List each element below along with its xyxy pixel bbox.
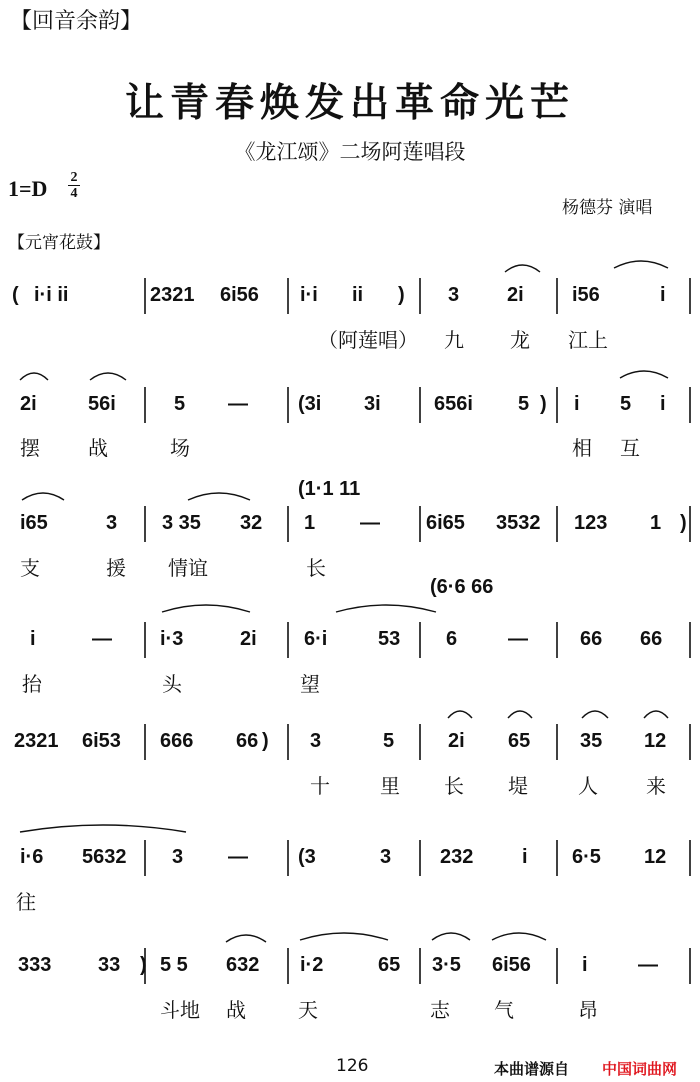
lyric-text: 战 <box>88 436 108 460</box>
note-group: 3 <box>448 284 460 306</box>
note-group: ) <box>540 393 547 415</box>
note-group: ( <box>12 284 19 306</box>
note-group: 123 <box>574 512 608 534</box>
note-group: i·3 <box>160 628 184 650</box>
song-subtitle: 《龙江颂》二场阿莲唱段 <box>234 140 466 164</box>
lyric-text: 气 <box>494 998 514 1022</box>
note-group: — <box>638 954 658 976</box>
note-group: 1 <box>304 512 316 534</box>
slur <box>22 493 64 500</box>
note-group: ) <box>398 284 405 306</box>
note-group: 5 <box>518 393 530 415</box>
lyric-text: 来 <box>646 774 666 798</box>
lyric-text: 头 <box>162 672 182 696</box>
slur <box>226 935 266 942</box>
note-group: 33 <box>98 954 121 976</box>
lyric-text: 九 <box>444 328 464 352</box>
note-group: 3 <box>380 846 392 868</box>
lyric-text: 情谊 <box>168 556 208 580</box>
note-group: i <box>660 393 666 415</box>
note-group: 56i <box>88 393 116 415</box>
note-group: 12 <box>644 730 667 752</box>
slur <box>582 711 608 718</box>
note-group: 333 <box>18 954 52 976</box>
note-group: 12 <box>644 846 667 868</box>
time-signature-top: 2 <box>70 170 78 185</box>
note-group: i <box>574 393 580 415</box>
note-group: 5 <box>383 730 395 752</box>
lyric-text: 摆 <box>20 436 40 460</box>
note-group: — <box>228 393 248 415</box>
note-group: ) <box>140 954 147 976</box>
note-group: 3 35 <box>162 512 201 534</box>
note-group: 66 <box>236 730 259 752</box>
lyric-text: 天 <box>298 998 318 1022</box>
note-group: 2i <box>240 628 257 650</box>
lyric-text: 援 <box>106 556 126 580</box>
lyric-text: 斗地 <box>160 998 200 1022</box>
style-tag: 【元宵花鼓】 <box>8 233 110 253</box>
note-group: i·2 <box>300 954 324 976</box>
lyric-text: 战 <box>226 998 246 1022</box>
note-group: 6 <box>446 628 458 650</box>
singer-credit: 杨德芬 演唱 <box>562 198 653 218</box>
lyric-text: 昂 <box>578 998 598 1022</box>
slur <box>20 825 186 832</box>
note-group: 5 5 <box>160 954 188 976</box>
note-group: 2321 <box>150 284 195 306</box>
slur <box>162 605 250 612</box>
cue-notes: (6·6 66 <box>430 576 494 598</box>
note-group: 32 <box>240 512 263 534</box>
note-group: i <box>30 628 36 650</box>
note-group: 3·5 <box>432 954 461 976</box>
note-group: 5 <box>174 393 186 415</box>
note-group: 6·i <box>304 628 328 650</box>
slur <box>505 265 540 272</box>
lyric-text: 江上 <box>568 328 608 352</box>
note-group: (3i <box>298 393 322 415</box>
lyric-text: 十 <box>310 774 330 798</box>
note-group: 1 <box>650 512 662 534</box>
slur <box>432 933 470 940</box>
slur <box>644 711 668 718</box>
note-group: ) <box>680 512 687 534</box>
song-title: 让青春焕发出革命光芒 <box>124 80 575 126</box>
lyric-text: 支 <box>20 556 40 580</box>
note-group: 6·5 <box>572 846 601 868</box>
note-group: 5 <box>620 393 632 415</box>
note-group: 6i53 <box>82 730 121 752</box>
note-group: 6i65 <box>426 512 465 534</box>
note-group: — <box>360 512 380 534</box>
slur <box>300 933 388 940</box>
note-group: i <box>660 284 666 306</box>
note-group: 2i <box>448 730 465 752</box>
slur <box>492 933 546 940</box>
note-group: 53 <box>378 628 401 650</box>
note-group: 656i <box>434 393 473 415</box>
slur <box>336 605 436 612</box>
lyric-text: 长 <box>306 556 326 580</box>
note-group: 3 <box>310 730 322 752</box>
note-group: — <box>508 628 528 650</box>
cue-notes: (1·1 11 <box>298 478 361 500</box>
note-group: 232 <box>440 846 474 868</box>
lyric-text: 互 <box>620 436 640 460</box>
slur <box>448 711 472 718</box>
note-group: i·6 <box>20 846 44 868</box>
note-group: 2321 <box>14 730 59 752</box>
note-group: 5632 <box>82 846 127 868</box>
note-group: 65 <box>378 954 401 976</box>
note-group: 66 <box>640 628 663 650</box>
note-group: i65 <box>20 512 48 534</box>
lyric-text: 龙 <box>510 328 530 352</box>
note-group: 3532 <box>496 512 541 534</box>
note-group: i <box>582 954 588 976</box>
note-group: 666 <box>160 730 194 752</box>
lyric-text: 人 <box>578 774 598 798</box>
lyric-text: （阿莲唱） <box>318 328 418 352</box>
note-group: i·i <box>300 284 318 306</box>
section-heading: 【回音余韵】 <box>10 9 143 34</box>
note-group: 3 <box>106 512 118 534</box>
lyric-text: 堤 <box>508 774 528 798</box>
key-signature: 1=D <box>8 176 48 201</box>
note-group: i·i ii <box>34 284 69 306</box>
note-group: ) <box>262 730 269 752</box>
slur <box>90 373 126 380</box>
note-group: 35 <box>580 730 603 752</box>
note-group: i56 <box>572 284 600 306</box>
note-group: 65 <box>508 730 531 752</box>
note-group: ii <box>352 284 364 306</box>
slur <box>508 711 532 718</box>
lyric-text: 抬 <box>22 672 42 696</box>
note-group: 3 <box>172 846 184 868</box>
note-group: (3 <box>298 846 316 868</box>
note-group: 6i56 <box>220 284 259 306</box>
slur <box>620 371 668 378</box>
note-group: 3i <box>364 393 381 415</box>
note-group: i <box>522 846 528 868</box>
note-group: 632 <box>226 954 260 976</box>
lyric-text: 场 <box>170 436 190 460</box>
note-group: — <box>228 846 248 868</box>
source-label: 本曲谱源自 <box>494 1060 570 1078</box>
time-signature-bottom: 4 <box>70 186 78 201</box>
lyric-text: 往 <box>16 890 36 914</box>
note-group: 2i <box>20 393 37 415</box>
note-group: 66 <box>580 628 603 650</box>
lyric-text: 长 <box>444 774 464 798</box>
note-group: — <box>92 628 112 650</box>
page-number: 126 <box>336 1056 369 1076</box>
lyric-text: 志 <box>430 998 450 1022</box>
lyric-text: 里 <box>380 774 400 798</box>
site-name: 中国词曲网 <box>602 1060 678 1078</box>
slur <box>188 493 250 500</box>
slur <box>614 261 668 268</box>
slur <box>20 373 48 380</box>
note-group: 6i56 <box>492 954 531 976</box>
note-group: 2i <box>507 284 524 306</box>
lyric-text: 望 <box>300 672 320 696</box>
lyric-text: 相 <box>572 436 592 460</box>
